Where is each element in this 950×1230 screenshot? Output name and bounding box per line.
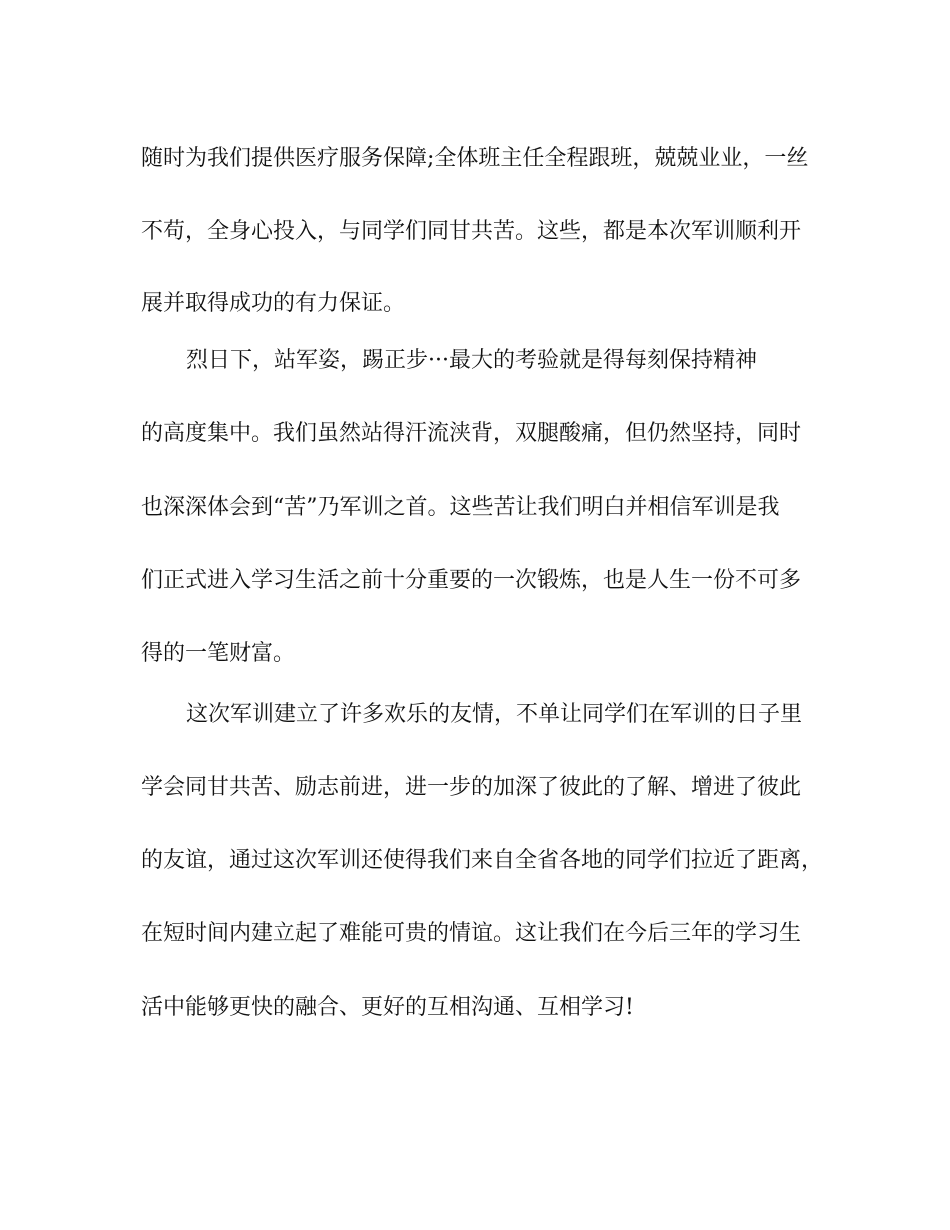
text-line: 们正式进入学习生活之前十分重要的一次锻炼，也是人生一份不可多 bbox=[141, 568, 802, 593]
text-line: 活中能够更快的融合、更好的互相沟通、互相学习! bbox=[141, 995, 634, 1020]
text-line: 的高度集中。我们虽然站得汗流浃背，双腿酸痛，但仍然坚持，同时 bbox=[141, 421, 802, 446]
text-line: 这次军训建立了许多欢乐的友情，不单让同学们在军训的日子里 bbox=[186, 702, 803, 727]
text-line: 的友谊，通过这次军训还使得我们来自全省各地的同学们拉近了距离， bbox=[141, 848, 824, 873]
text-line: 也深深体会到“苦”乃军训之首。这些苦让我们明白并相信军训是我 bbox=[141, 495, 780, 520]
text-line: 在短时间内建立起了难能可贵的情谊。这让我们在今后三年的学习生 bbox=[141, 921, 802, 946]
text-line: 不苟，全身心投入，与同学们同甘共苦。这些，都是本次军训顺利开 bbox=[141, 219, 802, 244]
text-line: 学会同甘共苦、励志前进，进一步的加深了彼此的了解、增进了彼此 bbox=[141, 775, 802, 800]
text-line: 得的一笔财富。 bbox=[141, 641, 296, 666]
text-line: 随时为我们提供医疗服务保障;全体班主任全程跟班，兢兢业业，一丝 bbox=[141, 146, 809, 171]
text-line: 烈日下，站军姿，踢正步···最大的考验就是得每刻保持精神 bbox=[186, 348, 757, 373]
text-line: 展并取得成功的有力保证。 bbox=[141, 291, 406, 316]
